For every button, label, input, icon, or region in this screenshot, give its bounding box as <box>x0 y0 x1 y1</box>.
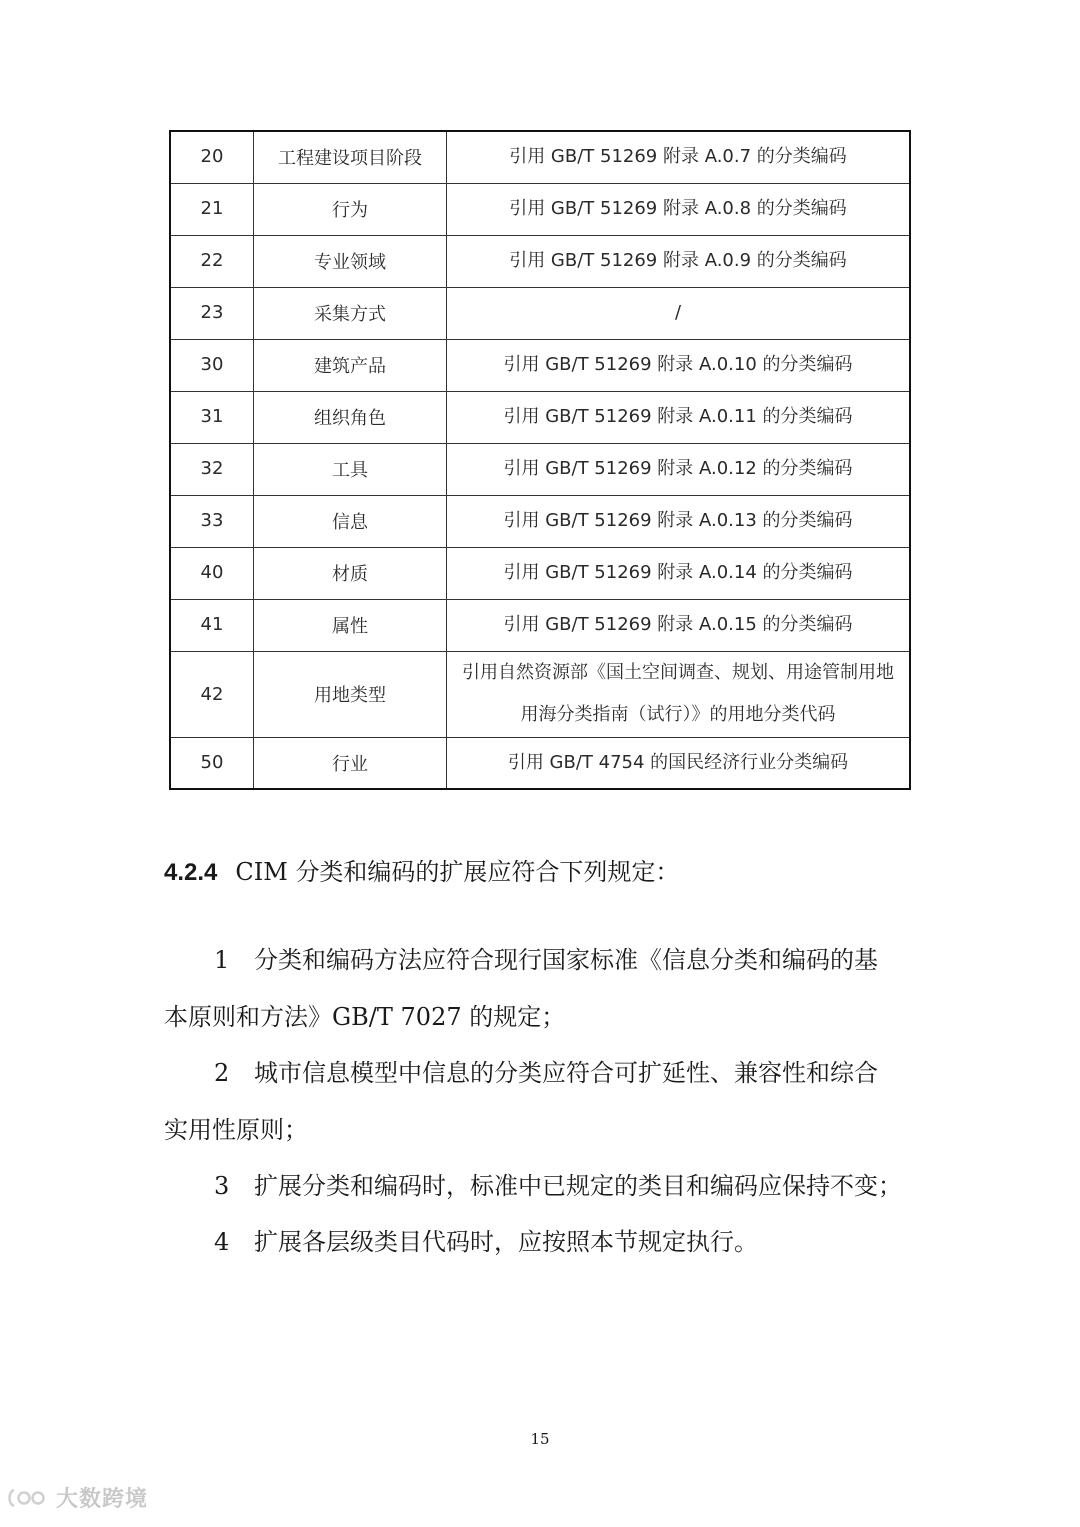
list-item <box>214 940 878 975</box>
code-cell: 50 <box>170 737 254 789</box>
table-row <box>170 235 910 287</box>
page-number: 15 <box>530 1430 550 1448</box>
list-item-number: 4 <box>214 1228 230 1256</box>
table-row <box>170 339 910 391</box>
name-cell: 信息 <box>254 495 447 547</box>
table-row <box>170 547 910 599</box>
list-item-continuation: 实用性原则； <box>164 1116 308 1144</box>
list-item-number: 3 <box>214 1172 230 1200</box>
table-row <box>170 651 910 737</box>
reference-cell: 引用 GB/T 51269 附录 A.0.13 的分类编码 <box>447 495 911 547</box>
reference-cell <box>447 651 911 737</box>
code-cell: 20 <box>170 131 254 183</box>
list-item-number: 1 <box>214 946 230 974</box>
list-item-text: 扩展各层级类目代码时，应按照本节规定执行。 <box>254 1228 758 1256</box>
watermark <box>6 1482 148 1513</box>
reference-cell: 引用 GB/T 51269 附录 A.0.10 的分类编码 <box>447 339 911 391</box>
reference-cell: 引用 GB/T 51269 附录 A.0.9 的分类编码 <box>447 235 911 287</box>
code-cell: 30 <box>170 339 254 391</box>
list-item-text: 分类和编码方法应符合现行国家标准《信息分类和编码的基 <box>254 946 878 974</box>
table-row <box>170 443 910 495</box>
list-item <box>214 1222 758 1257</box>
list-item <box>214 1166 902 1201</box>
reference-cell: 引用 GB/T 51269 附录 A.0.14 的分类编码 <box>447 547 911 599</box>
code-cell: 41 <box>170 599 254 651</box>
table-row <box>170 391 910 443</box>
name-cell: 属性 <box>254 599 447 651</box>
list-item-number: 2 <box>214 1059 230 1087</box>
table-row <box>170 183 910 235</box>
classification-table-container <box>169 130 911 790</box>
reference-cell: 引用 GB/T 51269 附录 A.0.7 的分类编码 <box>447 131 911 183</box>
name-cell: 采集方式 <box>254 287 447 339</box>
classification-table <box>169 130 911 790</box>
code-cell: 42 <box>170 651 254 737</box>
table-row <box>170 495 910 547</box>
code-cell: 21 <box>170 183 254 235</box>
table-row <box>170 287 910 339</box>
code-cell: 31 <box>170 391 254 443</box>
name-cell: 工具 <box>254 443 447 495</box>
code-cell: 22 <box>170 235 254 287</box>
name-cell: 建筑产品 <box>254 339 447 391</box>
table-row <box>170 737 910 789</box>
watermark-text: 大数跨境 <box>56 1487 149 1512</box>
reference-cell: 引用 GB/T 51269 附录 A.0.15 的分类编码 <box>447 599 911 651</box>
reference-cell: 引用 GB/T 4754 的国民经济行业分类编码 <box>447 737 911 789</box>
list-item-text: 扩展分类和编码时，标准中已规定的类目和编码应保持不变； <box>254 1172 902 1200</box>
reference-cell: / <box>447 287 911 339</box>
name-cell: 用地类型 <box>254 651 447 737</box>
code-cell: 33 <box>170 495 254 547</box>
code-cell: 32 <box>170 443 254 495</box>
name-cell: 行业 <box>254 737 447 789</box>
name-cell: 组织角色 <box>254 391 447 443</box>
table-row <box>170 131 910 183</box>
section-number: 4.2.4 <box>164 859 218 886</box>
reference-line-1: 引用自然资源部《国土空间调查、规划、用途管制用地 <box>462 662 894 683</box>
table-row <box>170 599 910 651</box>
section-title: CIM 分类和编码的扩展应符合下列规定： <box>235 858 680 886</box>
name-cell: 工程建设项目阶段 <box>254 131 447 183</box>
list-item <box>214 1053 878 1088</box>
reference-cell: 引用 GB/T 51269 附录 A.0.12 的分类编码 <box>447 443 911 495</box>
section-heading <box>164 860 679 885</box>
code-cell: 40 <box>170 547 254 599</box>
reference-line-2: 用海分类指南（试行）》的用地分类代码 <box>520 704 836 725</box>
name-cell: 专业领域 <box>254 235 447 287</box>
reference-cell: 引用 GB/T 51269 附录 A.0.8 的分类编码 <box>447 183 911 235</box>
name-cell: 行为 <box>254 183 447 235</box>
list-item-text: 城市信息模型中信息的分类应符合可扩延性、兼容性和综合 <box>254 1059 878 1087</box>
name-cell: 材质 <box>254 547 447 599</box>
code-cell: 23 <box>170 287 254 339</box>
reference-cell: 引用 GB/T 51269 附录 A.0.11 的分类编码 <box>447 391 911 443</box>
list-item-continuation: 本原则和方法》GB/T 7027 的规定； <box>164 1003 566 1031</box>
watermark-logo-icon <box>6 1487 50 1509</box>
